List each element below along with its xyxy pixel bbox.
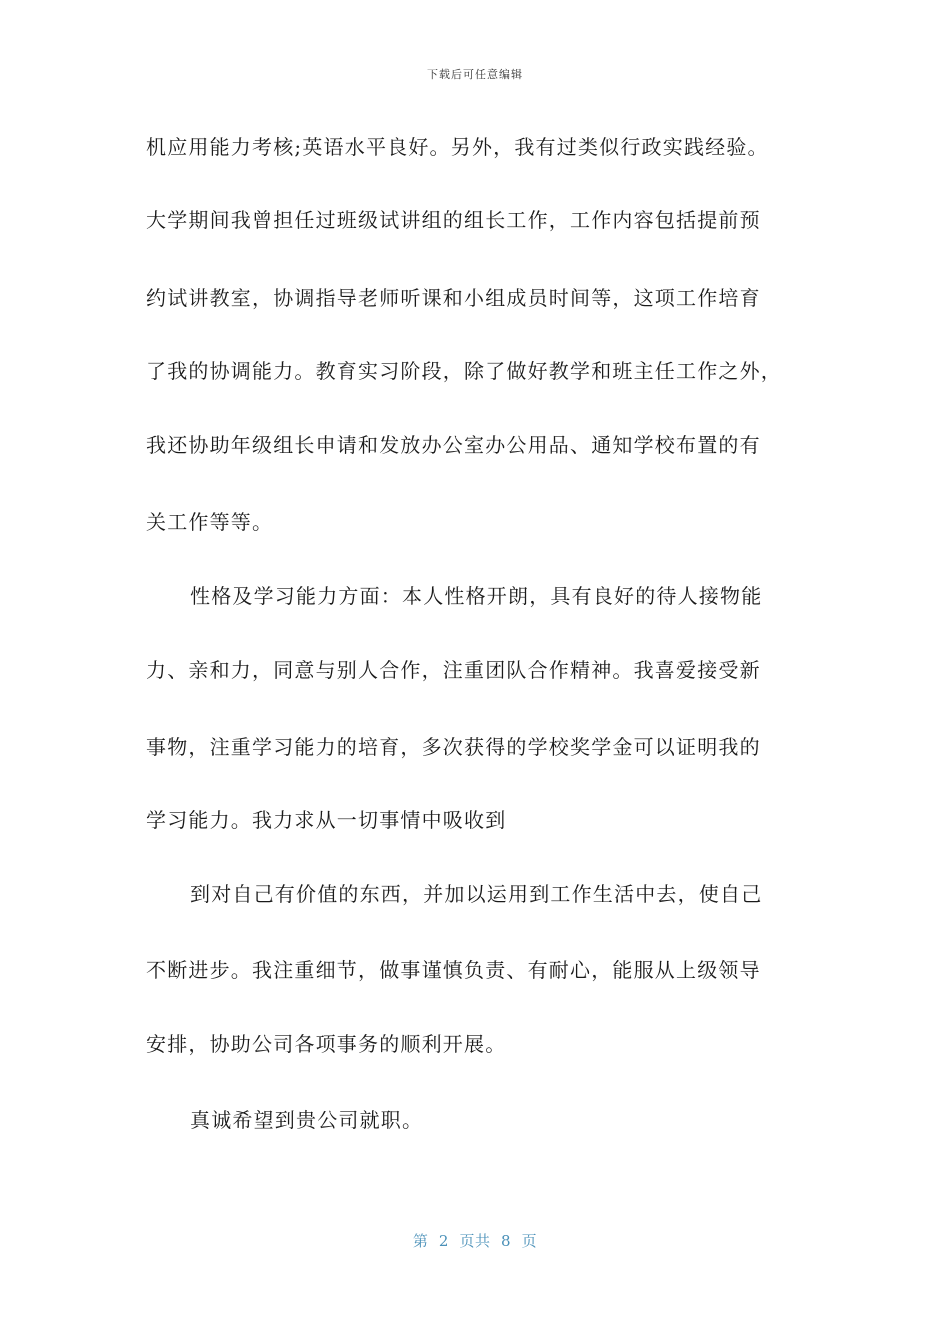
body-line: 机应用能力考核;英语水平良好。另外，我有过类似行政实践经验。 [146,135,769,159]
body-line: 了我的协调能力。教育实习阶段，除了做好教学和班主任工作之外， [146,359,782,383]
page-number: 第 2 页共 8 页 [412,1232,538,1250]
body-line: 大学期间我曾担任过班级试讲组的组长工作，工作内容包括提前预 [146,208,761,232]
body-line: 事物，注重学习能力的培育，多次获得的学校奖学金可以证明我的 [146,735,761,759]
body-line: 约试讲教室，协调指导老师听课和小组成员时间等，这项工作培育 [146,286,761,310]
body-line: 到对自己有价值的东西，并加以运用到工作生活中去，使自己 [190,882,763,906]
body-line: 性格及学习能力方面：本人性格开朗，具有良好的待人接物能 [190,584,763,608]
body-line: 我还协助年级组长申请和发放办公室办公用品、通知学校布置的有 [146,433,761,457]
body-line: 不断进步。我注重细节，做事谨慎负责、有耐心，能服从上级领导 [146,958,761,982]
body-line: 安排，协助公司各项事务的顺利开展。 [146,1032,507,1056]
body-line: 力、亲和力，同意与别人合作，注重团队合作精神。我喜爱接受新 [146,658,761,682]
body-line: 学习能力。我力求从一切事情中吸收到 [146,808,507,832]
body-line: 关工作等等。 [146,510,274,534]
body-line: 真诚希望到贵公司就职。 [190,1108,424,1132]
header-note: 下载后可任意编辑 [427,68,523,81]
